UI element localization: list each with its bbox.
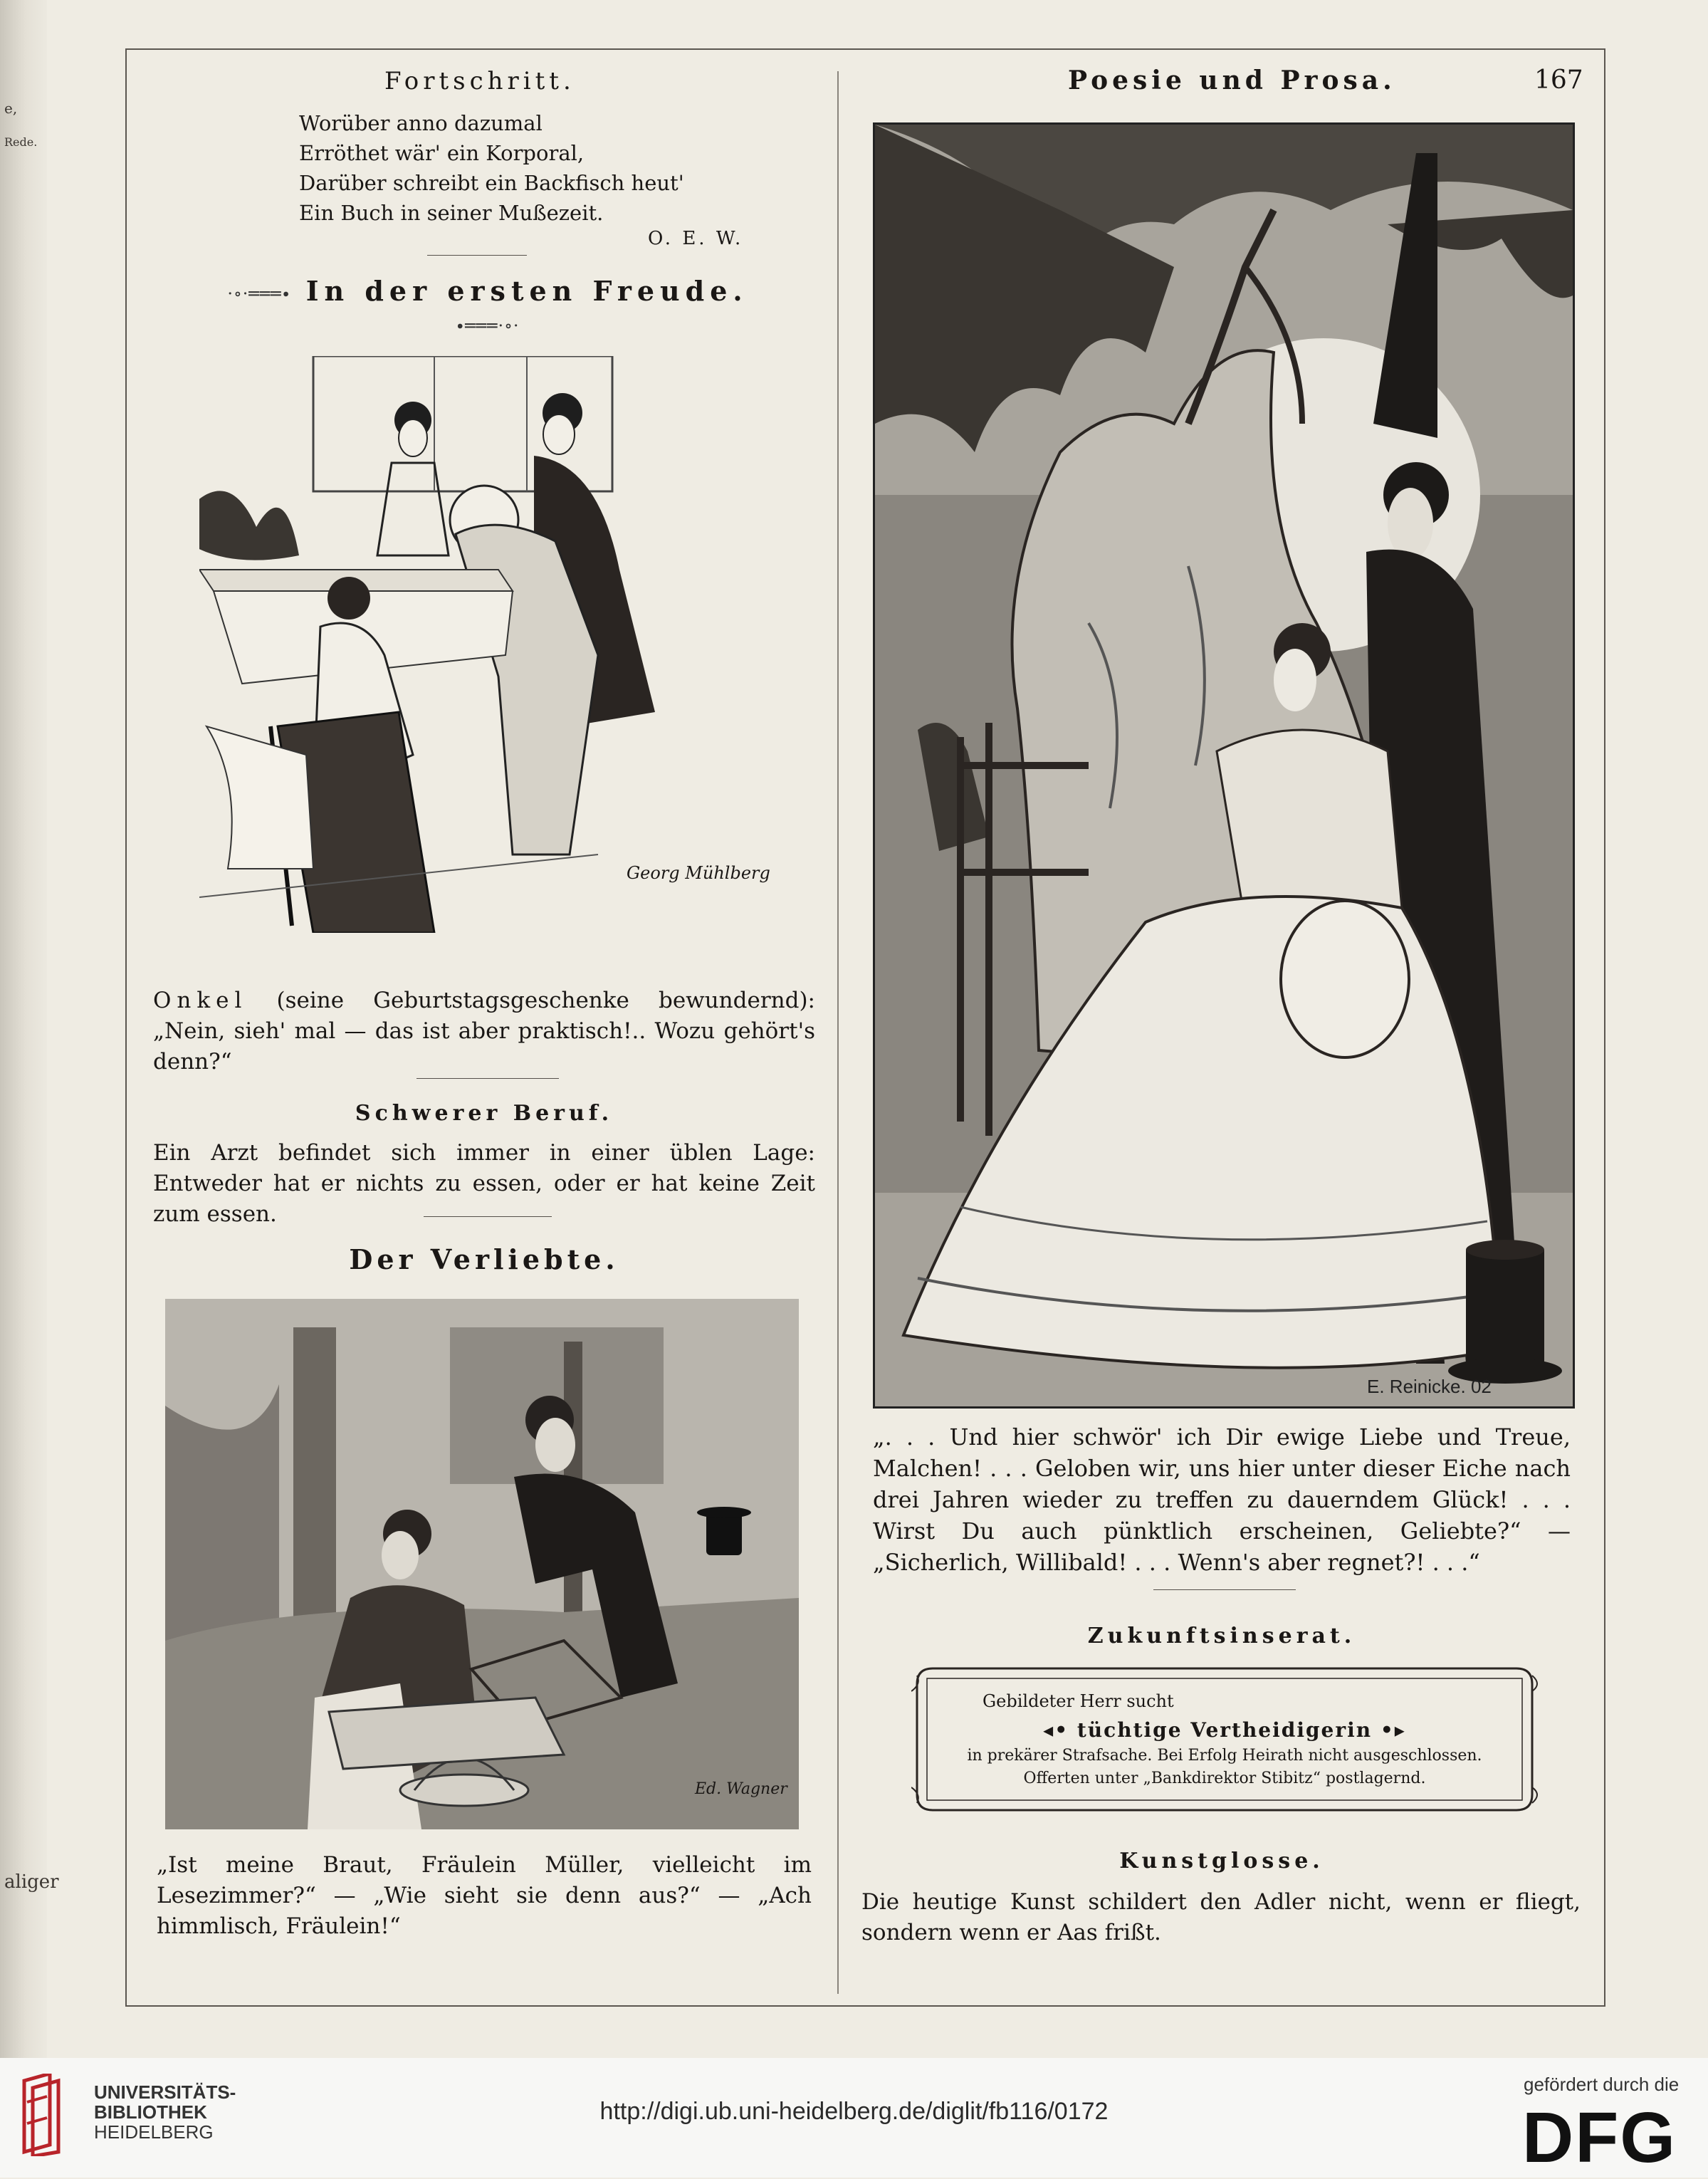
library-name: UNIVERSITÄTS- BIBLIOTHEK HEIDELBERG — [94, 2081, 236, 2143]
edge-fragment: Rede. — [4, 135, 38, 149]
illustration-confectionery — [165, 1299, 799, 1829]
book-gutter — [0, 0, 47, 2058]
illustration-signature: Georg Mühlberg — [627, 863, 770, 883]
poem — [299, 108, 684, 228]
caption-oath: „. . . Und hier schwör' ich Dir ewige Liebe und Treue, Malchen! . . . Geloben wir, uns hier unter dieser Eiche nach drei Jahren wieder zu treffen zu dauerndem Glück! . . . Wirst Du auch pünktlich erscheinen, Geliebte?“ — „Sicherlich, Willibald! . . . Wenn's aber regnet?! . . .“ — [873, 1423, 1571, 1576]
ad-line-highlight: ◂• tüchtige Vertheidigerin •▸ — [1043, 1718, 1406, 1742]
rule — [427, 255, 527, 256]
rule — [1153, 1589, 1296, 1590]
caption-uncle: Onkel (seine Geburtstagsgeschenke bewundernd): „Nein, sieh' mal — das ist aber praktisch!.. Wozu gehört's denn?“ — [153, 988, 815, 1075]
ad-line: Offerten unter „Bankdirektor Stibitz“ postlagernd. — [1023, 1770, 1426, 1787]
permalink-url[interactable]: http://digi.ub.uni-heidelberg.de/diglit/fb116/0172 — [599, 2098, 1109, 2125]
dfg-logo: DFG — [1522, 2098, 1677, 2178]
illustration-oak-lovers — [873, 122, 1575, 1409]
illustration-birthday-scene — [199, 356, 769, 933]
page-number: 167 — [1534, 66, 1583, 95]
ad-line: Gebildeter Herr sucht — [983, 1691, 1174, 1711]
funding-note: gefördert durch die — [1524, 2074, 1680, 2095]
column-divider — [837, 71, 839, 1994]
poem-line: Worüber anno dazumal — [299, 111, 543, 135]
edge-fragment: e, — [4, 100, 18, 117]
poem-line: Erröthet wär' ein Korporal, — [299, 141, 585, 165]
poem-author: O. E. W. — [648, 228, 744, 249]
paragraph-art-gloss: Die heutige Kunst schildert den Adler nicht, wenn er fliegt, sondern wenn er Aas frißt. — [861, 1889, 1581, 1945]
paragraph-doctor: Ein Arzt befindet sich immer in einer üblen Lage: Entweder hat er nichts zu essen, oder er hat keine Zeit zum essen. — [153, 1140, 815, 1227]
ornament-right: ∙═══·∘· — [456, 315, 520, 336]
rule — [416, 1078, 559, 1079]
section-title-hard-profession: Schwerer Beruf. — [355, 1101, 614, 1126]
ornament-left: ·∘·═══∙ — [227, 283, 291, 304]
caption-fiancee: „Ist meine Braut, Fräulein Müller, vielleicht im Lesezimmer?“ — „Wie sieht sie denn aus?“ — „Ach himmlisch, Fräulein!“ — [157, 1852, 812, 1939]
section-title-in-love: Der Verliebte. — [349, 1243, 619, 1275]
page-heading: Poesie und Prosa. — [1068, 66, 1396, 95]
advertisement-box — [911, 1663, 1538, 1816]
ad-line: in prekärer Strafsache. Bei Erfolg Heirath nicht ausgeschlossen. — [967, 1747, 1482, 1765]
poem-line: Darüber schreibt ein Backfisch heut' — [299, 171, 684, 195]
illustration-signature: Ed. Wagner — [695, 1780, 787, 1798]
poem-line: Ein Buch in seiner Mußezeit. — [299, 201, 604, 225]
section-title-art-gloss: Kunstglosse. — [1119, 1849, 1324, 1874]
left-column-heading: Fortschritt. — [384, 67, 575, 95]
section-title-future-ad: Zukunftsinserat. — [1087, 1624, 1356, 1648]
illustration-signature: E. Reinicke. 02 — [1367, 1376, 1492, 1397]
section-title-first-joy: ·∘·═══∙ In der ersten Freude. ∙═══·∘· — [227, 275, 748, 336]
rule — [424, 1216, 552, 1217]
edge-fragment: aliger — [4, 1871, 59, 1893]
